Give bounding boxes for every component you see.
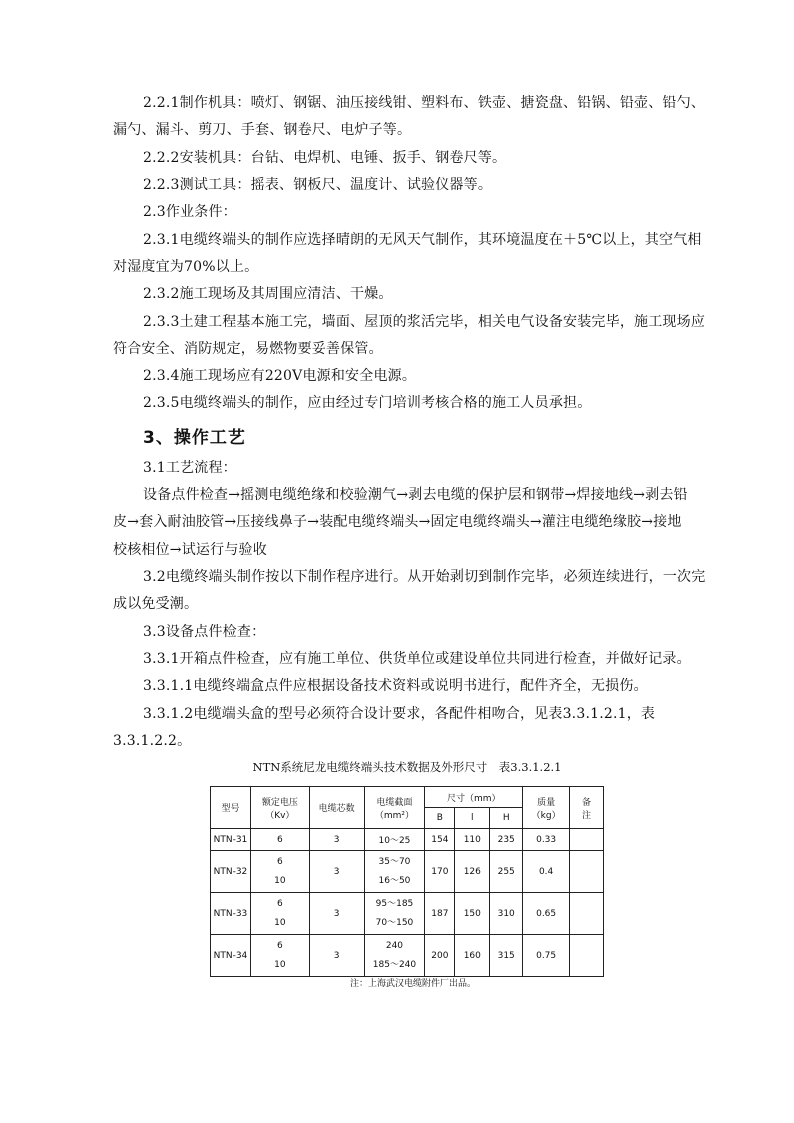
cell-section: 10～25 [364, 829, 425, 851]
cell-l: 150 [455, 893, 490, 935]
cell-H: 315 [490, 935, 523, 977]
cell-section-2: 70～150 [375, 917, 414, 928]
header-section-label: 电缆截面 [376, 797, 413, 808]
table-note: 注：上海武汉电缆附件厂出品。 [350, 979, 477, 989]
process-flow-line-1: 设备点件检查→摇测电缆绝缘和校验潮气→剥去电缆的保护层和钢带→焊接地线→剥去铅 [143, 487, 688, 503]
cell-section [364, 851, 425, 893]
header-l: l [455, 808, 490, 829]
para-2-3-3: 2.3.3土建工程基本施工完，墙面、屋顶的浆活完毕，相关电气设备安装完毕，施工现场应 [143, 314, 706, 330]
process-flow-line-2: 皮→套入耐油胶管→压接线鼻子→装配电缆终端头→固定电缆终端头→灌注电缆绝缘胶→接地 [113, 514, 682, 530]
cell-model: NTN-32 [211, 851, 251, 893]
cell-model: NTN-31 [211, 829, 251, 851]
header-B: B [425, 808, 455, 829]
table-row [211, 851, 604, 893]
header-section-unit: （mm²） [374, 810, 415, 821]
para-2-3-5: 2.3.5电缆终端头的制作，应由经过专门培训考核合格的施工人员承担。 [143, 395, 592, 411]
cell-H: 255 [490, 851, 523, 893]
table-row [211, 893, 604, 935]
table-caption: NTN系统尼龙电缆终端头技术数据及外形尺寸 表3.3.1.2.1 [252, 760, 562, 774]
para-2-3-4: 2.3.4施工现场应有220V电源和安全电源。 [143, 368, 417, 384]
header-weight-label: 质量 [537, 797, 556, 808]
section-heading: 3、操作工艺 [143, 428, 246, 448]
cell-cores: 3 [309, 851, 364, 893]
header-cores: 电缆芯数 [309, 787, 364, 829]
cell-weight: 0.4 [523, 851, 570, 893]
cell-B: 187 [425, 893, 455, 935]
cell-section [364, 935, 425, 977]
para-3-3-1: 3.3.1开箱点件检查，应有施工单位、供货单位或建设单位共同进行检查，并做好记录。 [143, 651, 691, 667]
cell-l: 126 [455, 851, 490, 893]
para-2-3-1-cont: 对湿度宜为70%以上。 [113, 259, 259, 275]
cell-H: 310 [490, 893, 523, 935]
para-3-3-1-2-cont: 3.3.1.2.2。 [113, 733, 192, 749]
cell-voltage-2: 10 [274, 917, 286, 928]
cell-voltage-1: 6 [276, 856, 283, 867]
para-3-3: 3.3设备点件检查： [143, 624, 266, 640]
cell-B: 154 [425, 829, 455, 851]
cell-section-1: 240 [385, 940, 404, 951]
cell-voltage [250, 893, 309, 935]
cell-voltage [250, 935, 309, 977]
para-3-2: 3.2电缆终端头制作按以下制作程序进行。从开始剥切到制作完毕，必须连续进行，一次完 [143, 569, 706, 585]
cell-voltage: 6 [250, 829, 309, 851]
header-voltage-unit: （Kv） [265, 810, 295, 821]
header-weight [523, 787, 570, 829]
cell-remark [570, 829, 604, 851]
header-voltage-label: 额定电压 [261, 797, 298, 808]
cell-weight: 0.33 [523, 829, 570, 851]
cell-cores: 3 [309, 829, 364, 851]
cell-remark [570, 893, 604, 935]
cell-remark [570, 935, 604, 977]
cell-weight: 0.65 [523, 893, 570, 935]
cell-voltage-1: 6 [276, 898, 283, 909]
cell-section-1: 35～70 [378, 856, 411, 867]
cell-cores: 3 [309, 935, 364, 977]
para-2-3-1: 2.3.1电缆终端头的制作应选择晴朗的无风天气制作，其环境温度在＋5℃以上，其空气相 [143, 232, 702, 248]
para-3-3-1-2: 3.3.1.2电缆端头盒的型号必须符合设计要求，各配件相吻合，见表3.3.1.2.1，表 [143, 706, 656, 722]
header-voltage [250, 787, 309, 829]
cell-B: 170 [425, 851, 455, 893]
cell-H: 235 [490, 829, 523, 851]
cell-voltage-1: 6 [276, 940, 283, 951]
header-remark-1: 备 [582, 797, 592, 808]
para-2-2-2: 2.2.2安装机具：台钻、电焊机、电锤、扳手、钢卷尺等。 [143, 150, 507, 166]
table-header-row [211, 787, 604, 808]
para-2-3-3-cont: 符合安全、消防规定，易燃物要妥善保管。 [113, 341, 383, 357]
header-dims: 尺寸（mm） [425, 787, 523, 808]
para-3-1: 3.1工艺流程： [143, 460, 237, 476]
header-model: 型号 [211, 787, 251, 829]
cell-voltage [250, 851, 309, 893]
header-section [364, 787, 425, 829]
para-2-2-1: 2.2.1制作机具：喷灯、钢锯、油压接线钳、塑料布、铁壶、搪瓷盘、铅锅、铅壶、铅勺、 [143, 95, 706, 111]
spec-table [210, 786, 604, 977]
process-flow-line-3: 校核相位→试运行与验收 [113, 542, 267, 558]
cell-section-2: 16～50 [378, 875, 411, 886]
cell-section [364, 893, 425, 935]
cell-model: NTN-33 [211, 893, 251, 935]
header-H: H [490, 808, 523, 829]
cell-remark [570, 851, 604, 893]
table-row [211, 829, 604, 851]
header-remark [570, 787, 604, 829]
table-row [211, 935, 604, 977]
cell-cores: 3 [309, 893, 364, 935]
para-2-2-1-cont: 漏勺、漏斗、剪刀、手套、钢卷尺、电炉子等。 [113, 122, 412, 138]
cell-weight: 0.75 [523, 935, 570, 977]
cell-model: NTN-34 [211, 935, 251, 977]
cell-l: 110 [455, 829, 490, 851]
para-3-2-cont: 成以免受潮。 [113, 596, 199, 612]
cell-section-2: 185～240 [372, 959, 417, 970]
para-2-2-3: 2.2.3测试工具：摇表、钢板尺、温度计、试验仪器等。 [143, 177, 493, 193]
cell-section-1: 95～185 [375, 898, 414, 909]
header-remark-2: 注 [582, 810, 592, 821]
cell-voltage-2: 10 [274, 959, 286, 970]
para-3-3-1-1: 3.3.1.1电缆终端盒点件应根据设备技术资料或说明书进行，配件齐全，无损伤。 [143, 678, 648, 694]
cell-l: 160 [455, 935, 490, 977]
para-2-3-2: 2.3.2施工现场及其周围应清洁、干燥。 [143, 286, 393, 302]
cell-B: 200 [425, 935, 455, 977]
header-weight-unit: （kg） [531, 810, 561, 821]
para-2-3: 2.3作业条件： [143, 204, 237, 220]
cell-voltage-2: 10 [274, 875, 286, 886]
